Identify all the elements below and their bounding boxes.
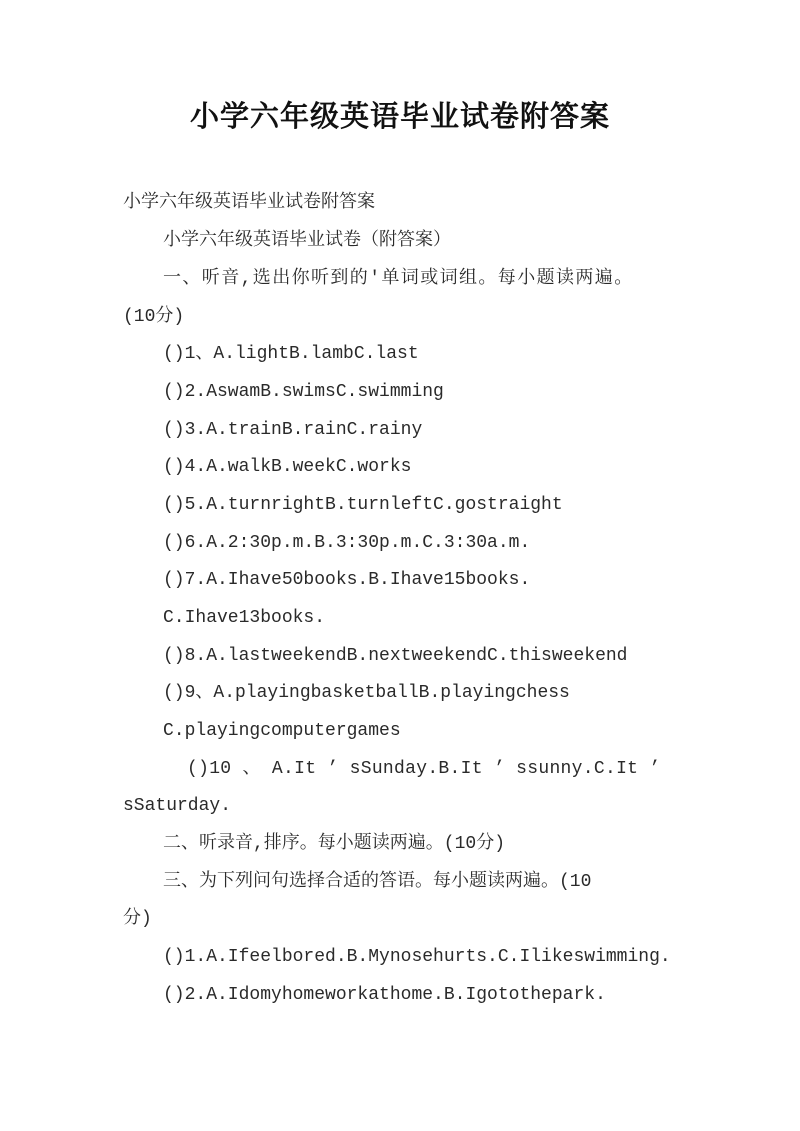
question-item: ()6.A.2:30p.m.B.3:30p.m.C.3:30a.m.: [163, 533, 531, 553]
text-line: 分): [123, 909, 152, 929]
question-item-continued: sSaturday.: [123, 796, 232, 816]
section-heading: 一、听音,选出你听到的'单词或词组。每小题读两遍。: [163, 269, 634, 289]
question-item: ()1、A.lightB.lambC.last: [163, 344, 419, 364]
text-line: (10分): [123, 307, 185, 327]
question-item: ()4.A.walkB.weekC.works: [163, 457, 412, 477]
question-item-continued: C.playingcomputergames: [163, 721, 401, 741]
question-item: ()5.A.turnrightB.turnleftC.gostraight: [163, 495, 563, 515]
text-line: 小学六年级英语毕业试卷（附答案）: [163, 231, 451, 251]
question-item: ()10 、 A.It ’ sSunday.B.It ’ ssunny.C.It ’: [187, 759, 661, 779]
question-item: ()2.A.Idomyhomeworkathome.B.Igotothepark.: [163, 985, 606, 1005]
document-title: 小学六年级英语毕业试卷附答案: [189, 99, 610, 133]
question-item-continued: C.Ihave13books.: [163, 608, 326, 628]
question-item: ()2.AswamB.swimsC.swimming: [163, 382, 444, 402]
question-item: ()3.A.trainB.rainC.rainy: [163, 420, 423, 440]
question-item: ()9、A.playingbasketballB.playingchess: [163, 683, 570, 703]
text-line: 小学六年级英语毕业试卷附答案: [123, 193, 375, 213]
question-item: ()7.A.Ihave50books.B.Ihave15books.: [163, 570, 531, 590]
section-heading: 二、听录音,排序。每小题读两遍。(10分): [163, 834, 506, 854]
question-item: ()1.A.Ifeelbored.B.Mynosehurts.C.Ilikeswimming.: [163, 947, 671, 967]
question-item: ()8.A.lastweekendB.nextweekendC.thisweekend: [163, 646, 628, 666]
section-heading: 三、为下列问句选择合适的答语。每小题读两遍。(10: [163, 872, 592, 892]
